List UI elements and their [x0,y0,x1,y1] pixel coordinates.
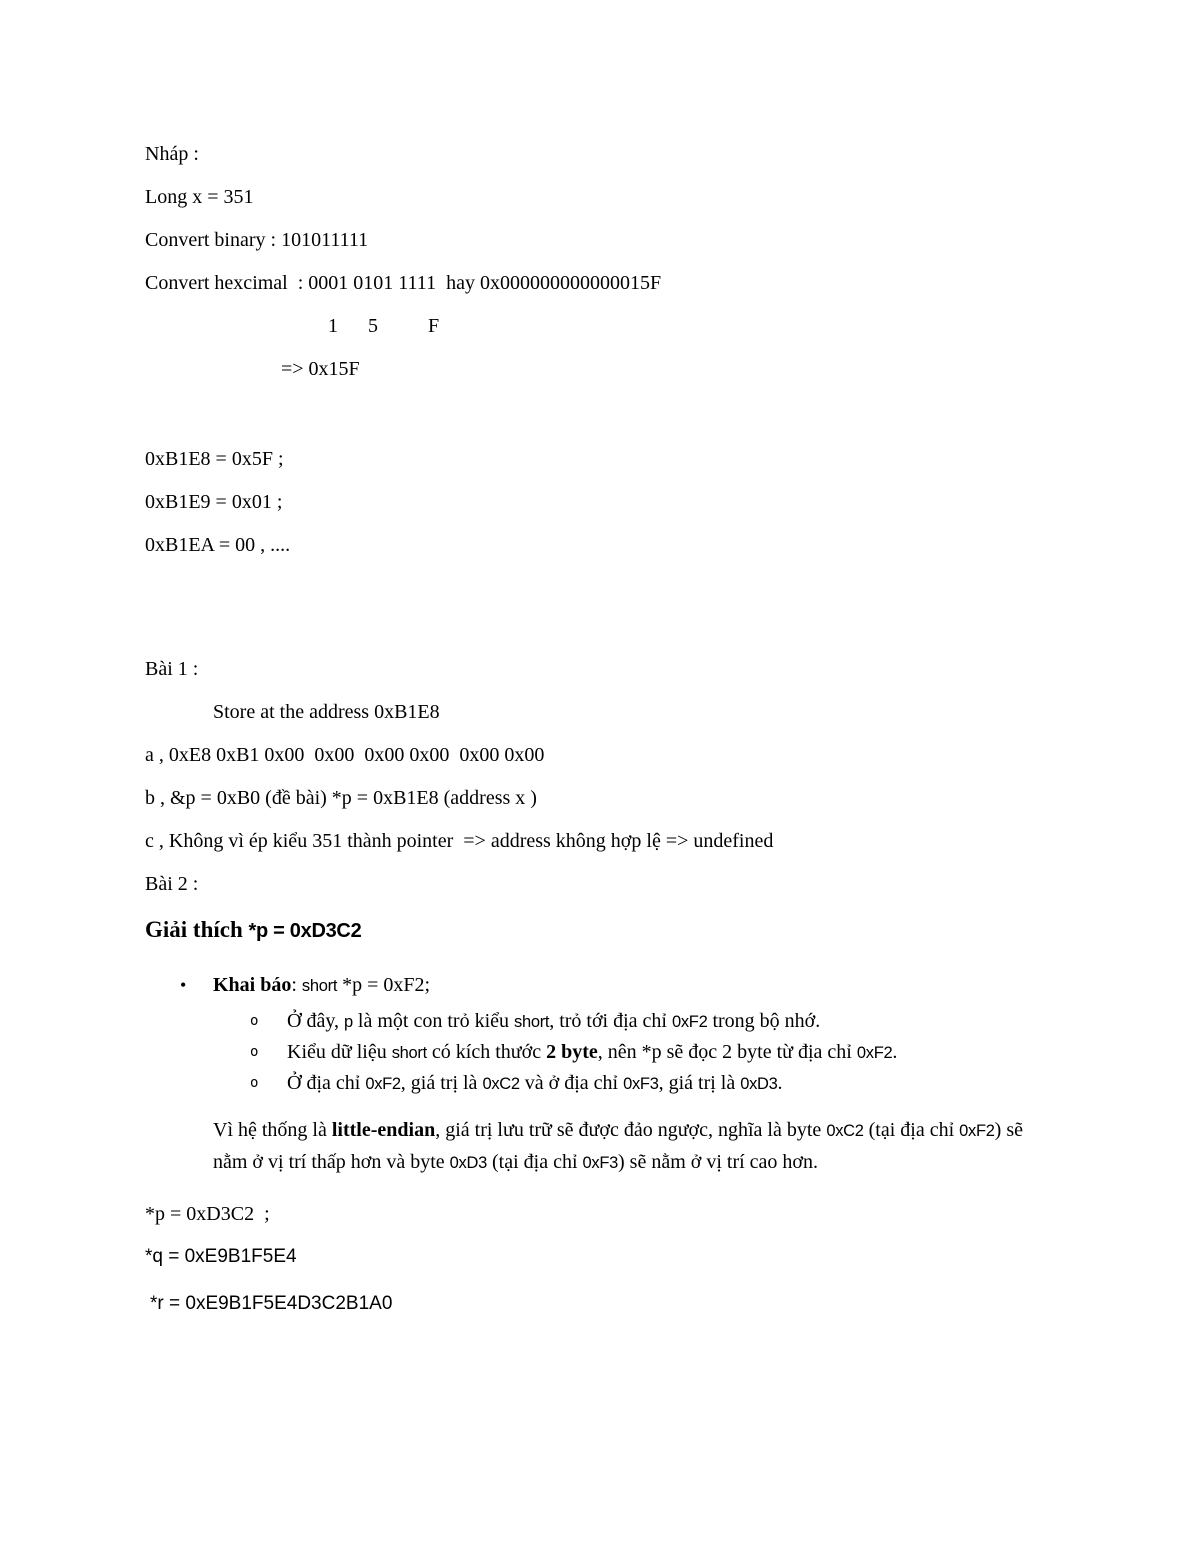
scratch-label: Nháp : [145,143,199,165]
sub-bullet-text: Kiểu dữ liệu short có kích thước 2 byte, nên *p sẽ đọc 2 byte từ địa chỉ 0xF2. [287,1041,898,1063]
store-address-line: Store at the address 0xB1E8 [213,701,440,723]
exercise-1-section [145,658,1125,852]
sub-bullet-item [250,1068,1125,1099]
declaration-bullet-text: Khai báo: short *p = 0xF2; [213,974,431,996]
scratch-section [145,143,1125,556]
declaration-bullet-item [180,973,1125,998]
memory-byte-line: 0xB1E9 = 0x01 ; [145,491,283,513]
hex-conversion-line: Convert hexcimal : 0001 0101 1111 hay 0x000000000000015F [145,272,662,294]
circle-bullet-icon: o [250,1075,259,1091]
answer-b-line: b , &p = 0xB0 (đề bài) *p = 0xB1E8 (address x ) [145,787,537,809]
sub-bullet-item [250,1037,1125,1068]
exercise-2-section [145,873,1125,1315]
binary-conversion-line: Convert binary : 101011111 [145,229,369,251]
hex-result-line: => 0x15F [281,358,360,380]
little-endian-paragraph: Vì hệ thống là little-endian, giá trị lưu trữ sẽ được đảo ngược, nghĩa là byte 0xC2 (tại địa chỉ 0xF2) sẽ nằm ở vị trí thấp hơn và byte 0xD3 (tại địa chỉ 0xF3) sẽ nằm ở vị trí cao hơn. [213,1119,1028,1173]
exercise-2-label: Bài 2 : [145,873,199,895]
sub-bullet-text: Ở đây, p là một con trỏ kiểu short, trỏ tới địa chỉ 0xF2 trong bộ nhớ. [287,1010,821,1032]
memory-byte-line: 0xB1EA = 00 , .... [145,534,291,556]
memory-byte-line: 0xB1E8 = 0x5F ; [145,448,284,470]
answer-c-line: c , Không vì ép kiểu 351 thành pointer => address không hợp lệ => undefined [145,830,774,852]
bullet-icon: • [180,975,187,995]
result-p-line: *p = 0xD3C2 ; [145,1203,270,1225]
circle-bullet-icon: o [250,1013,259,1029]
sub-bullet-item [250,1006,1125,1037]
result-q-line: *q = 0xE9B1F5E4 [145,1246,297,1267]
sub-bullet-text: Ở địa chỉ 0xF2, giá trị là 0xC2 và ở địa chỉ 0xF3, giá trị là 0xD3. [287,1072,783,1094]
exercise-1-label: Bài 1 : [145,658,199,680]
result-r-line: *r = 0xE9B1F5E4D3C2B1A0 [150,1293,393,1314]
circle-bullet-icon: o [250,1044,259,1060]
explanation-heading: Giải thích *p = 0xD3C2 [145,917,362,942]
hex-digits-line: 1 5 F [328,315,440,337]
long-declaration-line: Long x = 351 [145,186,254,208]
answer-a-line: a , 0xE8 0xB1 0x00 0x00 0x00 0x00 0x00 0x00 [145,744,545,766]
